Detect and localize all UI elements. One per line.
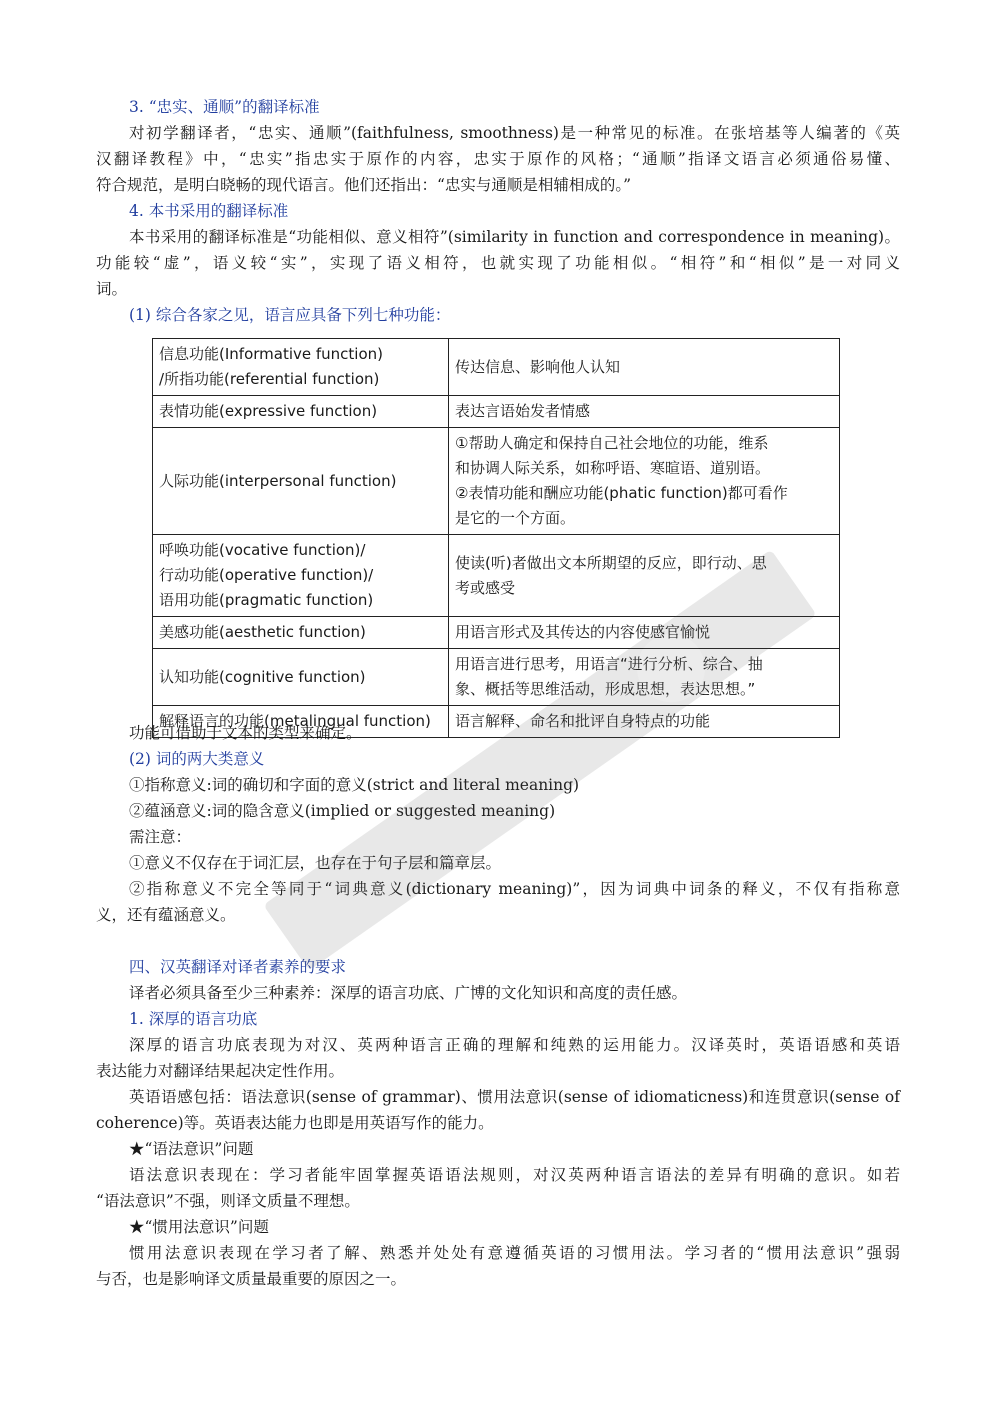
paragraph-line: 英语语感包括：语法意识(sense of grammar)、惯用法意识(sense of idiomaticness)和连贯意识(sense of [129, 1088, 900, 1106]
paragraph-line: “语法意识”不强，则译文质量不理想。 [96, 1192, 360, 1210]
subheading-functions: (1) 综合各家之见，语言应具备下列七种功能： [129, 306, 451, 324]
paragraph-line: 功能可借助于文本的类型来确定。 [129, 724, 362, 742]
section-3-heading: 3. “忠实、通顺”的翻译标准 [129, 98, 320, 116]
paragraph-line: 需注意： [129, 828, 192, 846]
list-item: ②指称意义不完全等同于“词典意义(dictionary meaning)”，因为词典中词条的释义，不仅有指称意 [129, 880, 900, 898]
section-4-heading: 4. 本书采用的翻译标准 [129, 202, 289, 220]
paragraph-line: 语法意识表现在：学习者能牢固掌握英语语法规则，对汉英两种语言语法的差异有明确的意识。如若 [129, 1166, 900, 1184]
subheading-meanings: (2) 词的两大类意义 [129, 750, 265, 768]
paragraph-line: 惯用法意识表现在学习者了解、熟悉并处处有意遵循英语的习惯用法。学习者的“惯用法意识”强弱 [129, 1244, 900, 1262]
function-desc-cell: ①帮助人确定和保持自己社会地位的功能，维系 和协调人际关系，如称呼语、寒暄语、道别语。 ②表情功能和酬应功能(phatic function)都可看作 是它的一个方面。 [449, 428, 840, 535]
functions-table [152, 338, 840, 738]
table-row [153, 617, 840, 649]
list-item: ①指称意义:词的确切和字面的意义(strict and literal meaning) [129, 776, 580, 794]
function-name-cell: 解释语言的功能(metalingual function) [153, 706, 449, 738]
paragraph-line: 词。 [96, 280, 128, 298]
star-heading-grammar: ★“语法意识”问题 [129, 1140, 254, 1158]
paragraph-line: coherence)等。英语表达能力也即是用英语写作的能力。 [96, 1114, 494, 1132]
paragraph-line: 义，还有蕴涵意义。 [96, 906, 236, 924]
function-name-cell: 信息功能(Informative function) /所指功能(referential function) [153, 339, 449, 396]
function-desc-cell: 表达言语始发者情感 [449, 396, 840, 428]
function-desc-cell: 传达信息、影响他人认知 [449, 339, 840, 396]
table-row [153, 535, 840, 617]
function-desc-cell: 使读(听)者做出文本所期望的反应，即行动、思 考或感受 [449, 535, 840, 617]
function-name-cell: 呼唤功能(vocative function)/ 行动功能(operative function)/ 语用功能(pragmatic function) [153, 535, 449, 617]
paragraph-line: 符合规范，是明白晓畅的现代语言。他们还指出：“忠实与通顺是相辅相成的。” [96, 176, 632, 194]
paragraph-line: 对初学翻译者，“忠实、通顺”(faithfulness, smoothness)是一种常见的标准。在张培基等人编著的《英 [129, 124, 900, 142]
function-name-cell: 表情功能(expressive function) [153, 396, 449, 428]
paragraph-line: 与否，也是影响译文质量最重要的原因之一。 [96, 1270, 407, 1288]
table-row [153, 396, 840, 428]
paragraph-line: 译者必须具备至少三种素养：深厚的语言功底、广博的文化知识和高度的责任感。 [129, 984, 688, 1002]
function-desc-cell: 用语言形式及其传达的内容使感官愉悦 [449, 617, 840, 649]
function-name-cell: 认知功能(cognitive function) [153, 649, 449, 706]
list-item: ①意义不仅存在于词汇层，也存在于句子层和篇章层。 [129, 854, 502, 872]
subheading-language-skills: 1. 深厚的语言功底 [129, 1010, 258, 1028]
table-row [153, 428, 840, 535]
paragraph-line: 汉翻译教程》中，“忠实”指忠实于原作的内容，忠实于原作的风格；“通顺”指译文语言必须通俗易懂、 [96, 150, 900, 168]
star-heading-idiom: ★“惯用法意识”问题 [129, 1218, 269, 1236]
function-desc-cell: 用语言进行思考，用语言“进行分析、综合、抽 象、概括等思维活动，形成思想，表达思想。” [449, 649, 840, 706]
table-row [153, 339, 840, 396]
paragraph-line: 本书采用的翻译标准是“功能相似、意义相符”(similarity in function and correspondence in meaning)。 [129, 228, 900, 246]
function-desc-cell: 语言解释、命名和批评自身特点的功能 [449, 706, 840, 738]
table-row [153, 649, 840, 706]
part-4-heading: 四、汉英翻译对译者素养的要求 [129, 958, 347, 976]
paragraph-line: 深厚的语言功底表现为对汉、英两种语言正确的理解和纯熟的运用能力。汉译英时，英语语感和英语 [129, 1036, 900, 1054]
paragraph-line: 表达能力对翻译结果起决定性作用。 [96, 1062, 345, 1080]
function-name-cell: 人际功能(interpersonal function) [153, 428, 449, 535]
function-name-cell: 美感功能(aesthetic function) [153, 617, 449, 649]
paragraph-line: 功能较“虚”，语义较“实”，实现了语义相符，也就实现了功能相似。“相符”和“相似”是一对同义 [96, 254, 900, 272]
list-item: ②蕴涵意义:词的隐含意义(implied or suggested meaning) [129, 802, 556, 820]
